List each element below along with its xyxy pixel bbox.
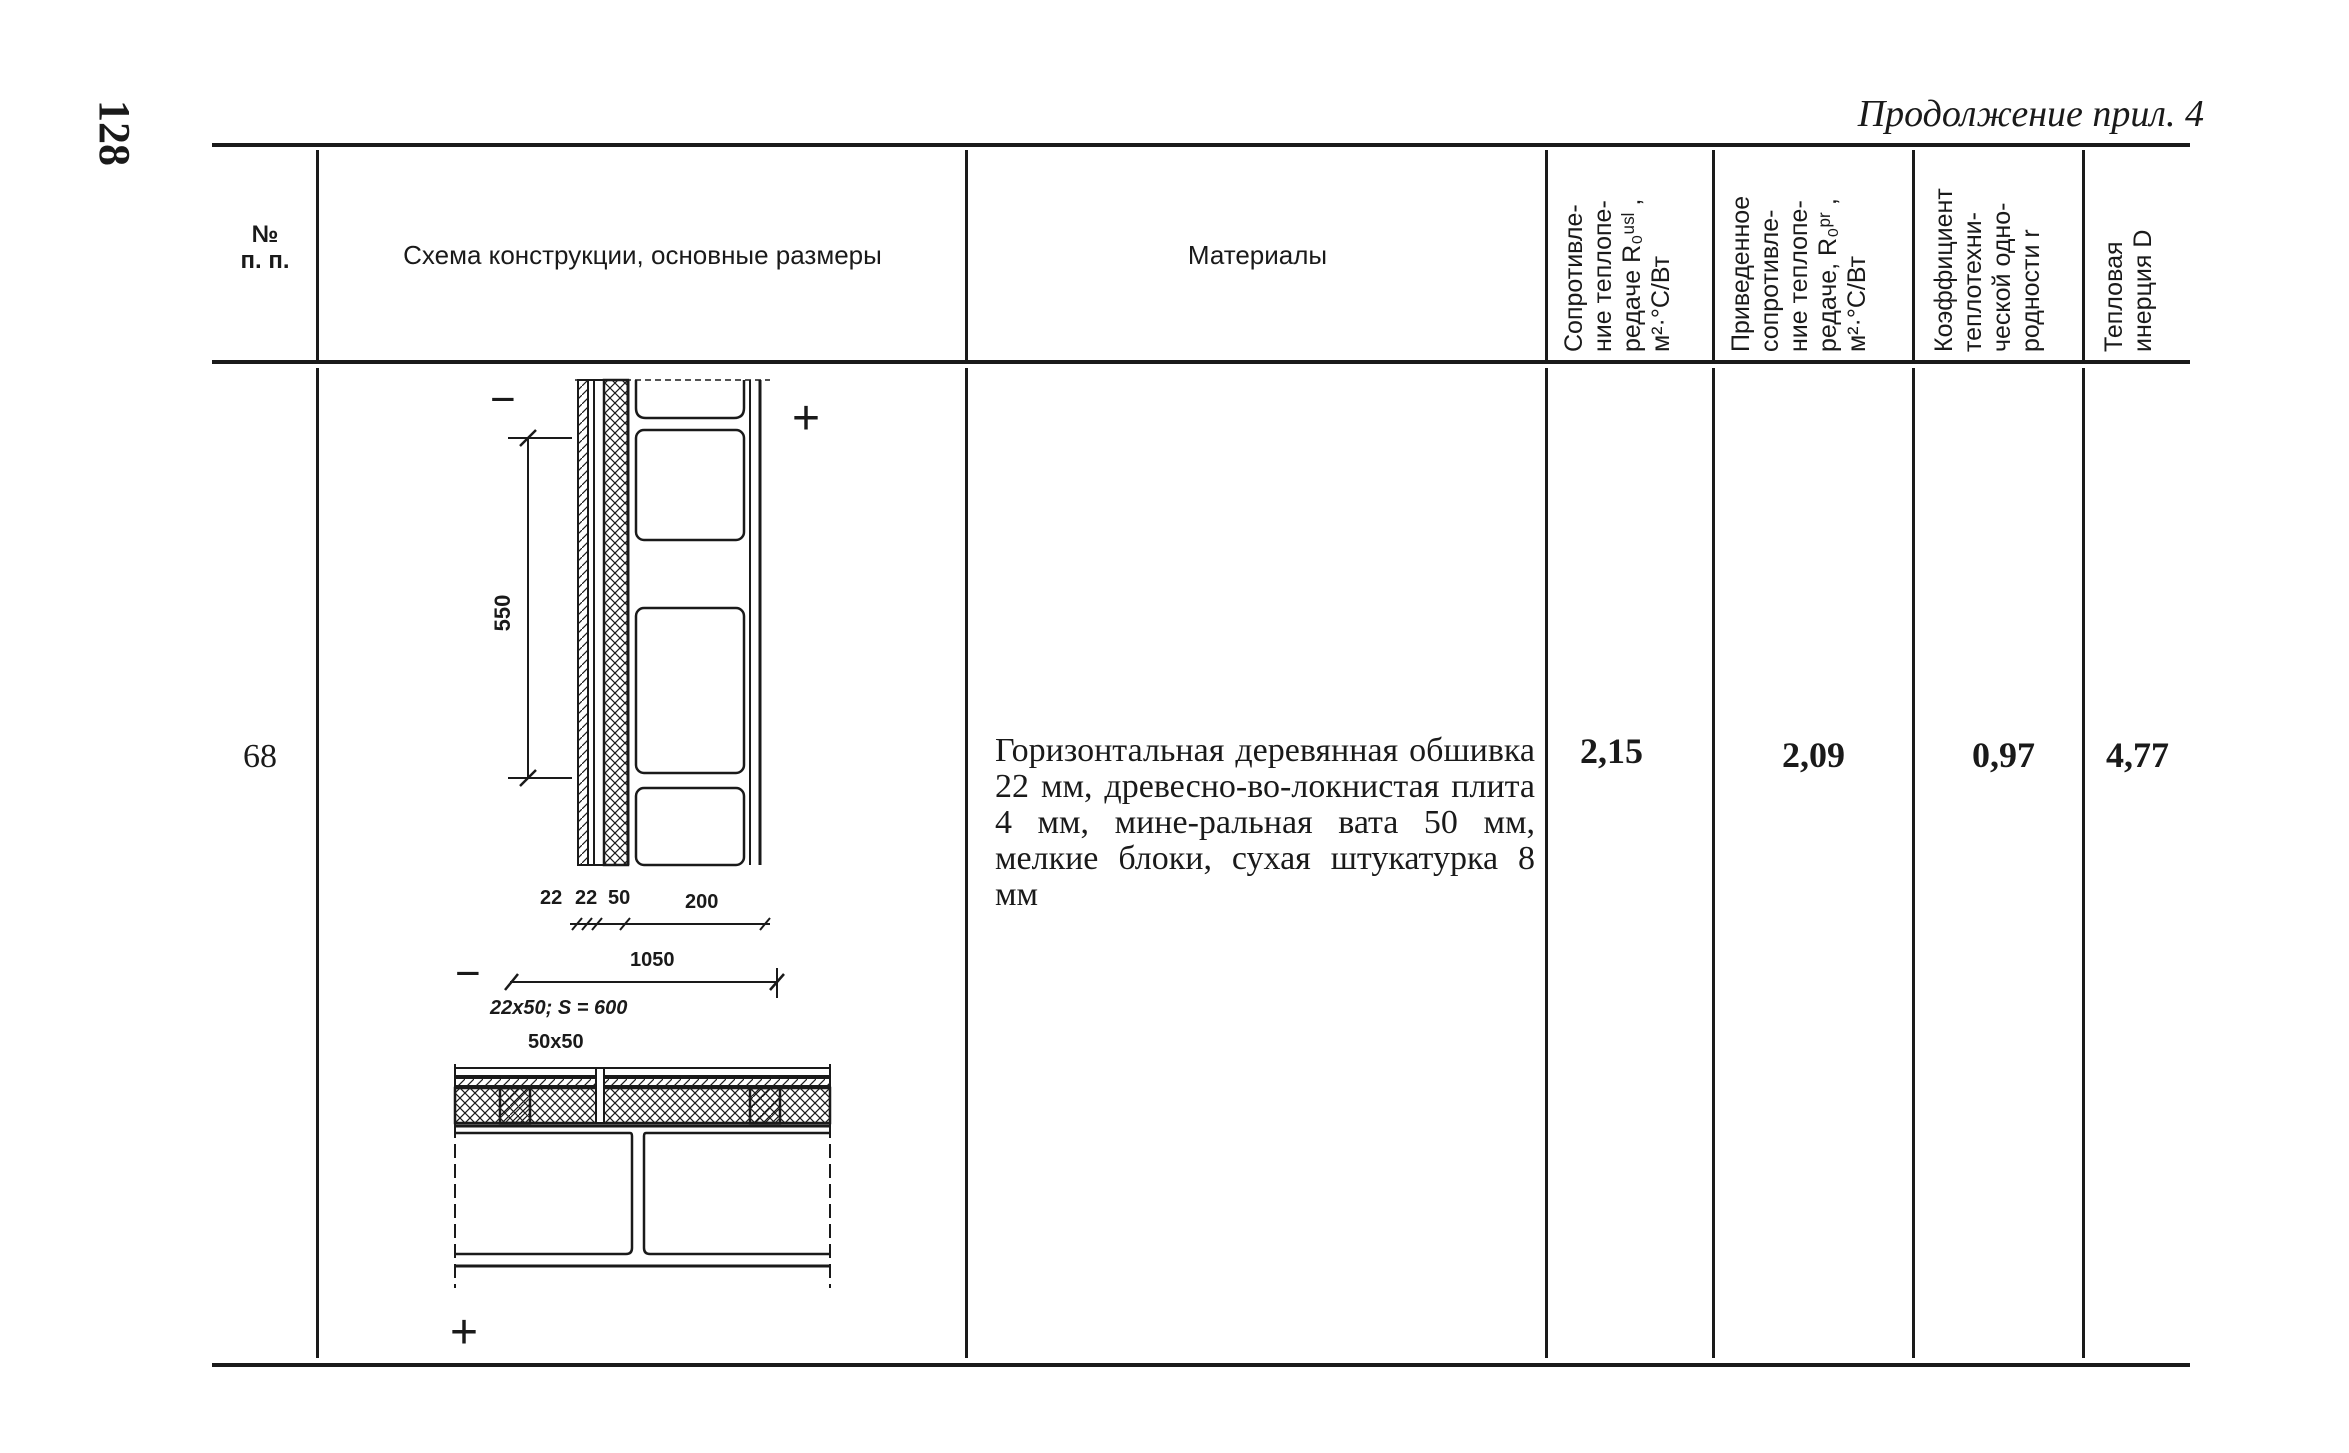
header-line: м²·°С/Вт xyxy=(1843,255,1871,352)
column-divider xyxy=(2082,150,2085,360)
column-divider xyxy=(965,368,968,1358)
dim-layer: 22 xyxy=(540,887,563,909)
column-divider xyxy=(1545,150,1548,360)
header-line: редаче, R₀ᵖʳ , xyxy=(1814,198,1842,352)
coefficient-value: 0,97 xyxy=(1972,735,2035,775)
column-divider xyxy=(1712,368,1715,1358)
construction-scheme-drawing xyxy=(330,368,960,1358)
header-line: ние теплопе- xyxy=(1589,200,1617,352)
header-line: Приведенное xyxy=(1727,195,1755,352)
table-top-rule xyxy=(212,143,2190,147)
header-line: редаче R₀ᵘˢˡ , xyxy=(1618,198,1646,352)
header-materials: Материалы xyxy=(1187,240,1328,270)
dim-total: 1050 xyxy=(630,949,675,971)
header-resistance xyxy=(1560,199,1676,352)
dim-post: 50x50 xyxy=(528,1031,584,1053)
header-num-line: № xyxy=(251,221,279,248)
header-inertia xyxy=(2100,230,2158,352)
row-number: 68 xyxy=(243,738,277,775)
dim-studs: 22x50; S = 600 xyxy=(490,997,628,1019)
dim-height: 550 xyxy=(490,594,515,632)
header-scheme: Схема конструкции, основные размеры xyxy=(403,240,882,270)
column-divider xyxy=(316,368,319,1358)
plus-sign: + xyxy=(792,392,821,445)
header-line: инерция D xyxy=(2129,229,2157,352)
header-reduced xyxy=(1727,196,1872,352)
table-bottom-rule xyxy=(212,1363,2190,1367)
column-divider xyxy=(1912,150,1915,360)
column-divider xyxy=(1712,150,1715,360)
column-divider xyxy=(1545,368,1548,1358)
header-line: ние теплопе- xyxy=(1785,200,1813,352)
header-line: Коэффициент xyxy=(1930,188,1958,352)
minus-sign: − xyxy=(490,375,516,424)
reduced-value: 2,09 xyxy=(1782,735,1845,775)
header-line: теплотехни- xyxy=(1959,212,1987,352)
column-divider xyxy=(316,150,319,360)
materials-text: Горизонтальная деревянная обшивка 22 мм, древесно-во-локнистая плита 4 мм, мине-ральная вата 50 мм, мелкие блоки, сухая штукатурка 8 мм xyxy=(995,732,1535,913)
plus-sign: + xyxy=(450,1306,479,1358)
page-number: 128 xyxy=(90,100,139,166)
header-line: ческой одно- xyxy=(1988,202,2016,352)
dim-layer: 50 xyxy=(608,887,631,909)
header-line: Тепловая xyxy=(2100,241,2128,352)
column-divider xyxy=(1912,368,1915,1358)
header-line: родности r xyxy=(2017,229,2045,352)
column-divider xyxy=(2082,368,2085,1358)
resistance-value: 2,15 xyxy=(1580,731,1643,771)
header-line: сопротивле- xyxy=(1756,209,1784,352)
header-coefficient xyxy=(1930,188,2046,352)
continuation-title: Продолжение прил. 4 xyxy=(1857,93,2204,135)
header-line: Сопротивле- xyxy=(1560,204,1588,352)
header-bottom-rule xyxy=(212,360,2190,364)
header-num xyxy=(225,222,305,274)
header-line: м²·°С/Вт xyxy=(1647,255,1675,352)
dim-layer: 22 xyxy=(575,887,598,909)
inertia-value: 4,77 xyxy=(2106,735,2169,775)
column-divider xyxy=(965,150,968,360)
minus-sign: − xyxy=(455,949,481,998)
dim-layer: 200 xyxy=(685,891,719,913)
header-num-line: п. п. xyxy=(240,247,290,274)
